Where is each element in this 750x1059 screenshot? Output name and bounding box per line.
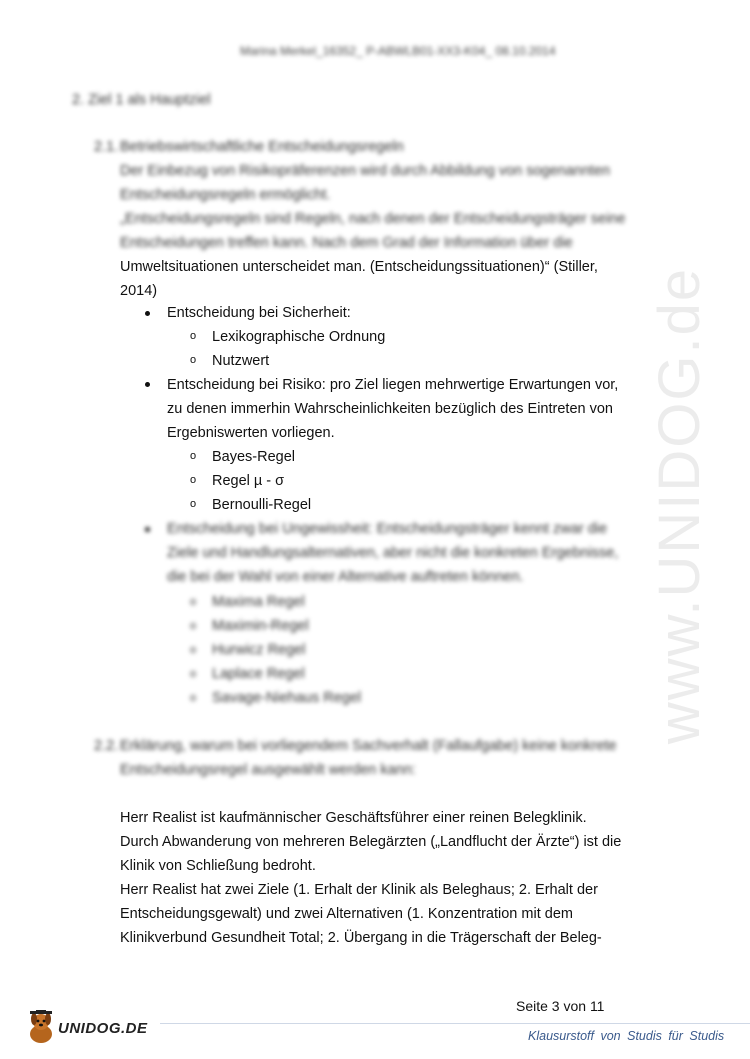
- bullet-text: Entscheidung bei Risiko: pro Ziel liegen mehrwertige Erwartungen vor,: [167, 377, 619, 393]
- footer-slogan: Klausurstoff von Studis für Studis: [528, 1029, 725, 1043]
- sub-bullet-text: Nutzwert: [212, 353, 270, 369]
- paragraph-line: Herr Realist hat zwei Ziele (1. Erhalt der Klinik als Beleghaus; 2. Erhalt der: [120, 882, 598, 898]
- sub-bullet-marker: o: [190, 668, 197, 680]
- paragraph-line: Entscheidungsgewalt) und zwei Alternativen (1. Konzentration mit dem: [120, 906, 573, 922]
- bullet-text: die bei der Wahl von einer Alternative auftreten können.: [167, 569, 524, 585]
- sub-bullet-text: Savage-Niehaus Regel: [212, 690, 362, 706]
- sub-bullet-marker: o: [190, 474, 197, 486]
- sub-bullet-text: Bernoulli-Regel: [212, 497, 312, 513]
- subsection-title: Entscheidungsregel ausgewählt werden kann:: [120, 762, 416, 778]
- sub-bullet-marker: o: [190, 330, 197, 342]
- sub-bullet-text: Lexikographische Ordnung: [212, 329, 386, 345]
- sub-bullet-marker: o: [190, 498, 197, 510]
- sub-bullet-text: Bayes-Regel: [212, 449, 296, 465]
- sub-bullet-text: Regel µ - σ: [212, 473, 285, 489]
- subsection-title: Betriebswirtschaftliche Entscheidungsregeln: [120, 139, 404, 155]
- logo-text: UNIDOG.DE: [58, 1020, 148, 1037]
- subsection-number: 2.2.: [94, 738, 119, 754]
- paragraph-line: Klinik von Schließung bedroht.: [120, 858, 316, 874]
- sub-bullet-text: Maximin-Regel: [212, 618, 309, 634]
- section-title: 2. Ziel 1 als Hauptziel: [72, 92, 211, 108]
- sub-bullet-marker: o: [190, 692, 197, 704]
- subsection-number: 2.1.: [94, 139, 119, 155]
- watermark: [640, 266, 720, 744]
- sub-bullet-marker: o: [190, 596, 197, 608]
- paragraph-line: Durch Abwanderung von mehreren Belegärzten („Landflucht der Ärzte“) ist die: [120, 834, 622, 850]
- sub-bullet-marker: o: [190, 644, 197, 656]
- bullet-dot: [145, 311, 150, 316]
- sub-bullet-text: Maxima Regel: [212, 594, 305, 610]
- dog-icon: [24, 1010, 58, 1046]
- paragraph-line: Der Einbezug von Risikopräferenzen wird durch Abbildung von sogenannten: [120, 163, 611, 179]
- bullet-text: Entscheidung bei Ungewissheit: Entscheidungsträger kennt zwar die: [167, 521, 608, 537]
- unidog-logo[interactable]: [24, 1010, 164, 1050]
- bullet-dot: [145, 382, 150, 387]
- sub-bullet-marker: o: [190, 450, 197, 462]
- paragraph-line: 2014): [120, 283, 158, 299]
- paragraph-line: „Entscheidungsregeln sind Regeln, nach denen der Entscheidungsträger seine: [120, 211, 626, 227]
- page-number: Seite 3 von 11: [516, 998, 605, 1014]
- paragraph-line: Herr Realist ist kaufmännischer Geschäftsführer einer reinen Belegklinik.: [120, 810, 587, 826]
- bullet-text: Ziele und Handlungsalternativen, aber nicht die konkreten Ergebnisse,: [167, 545, 619, 561]
- sub-bullet-marker: o: [190, 354, 197, 366]
- bullet-dot: [145, 527, 150, 532]
- watermark-text: www.UNIDOG.de: [647, 266, 713, 744]
- sub-bullet-text: Hurwicz Regel: [212, 642, 306, 658]
- bullet-text: Ergebniswerten vorliegen.: [167, 425, 335, 441]
- paragraph-line: Entscheidungen treffen kann. Nach dem Grad der Information über die: [120, 235, 573, 251]
- bullet-text: Entscheidung bei Sicherheit:: [167, 305, 351, 321]
- sub-bullet-marker: o: [190, 620, 197, 632]
- document-header: Marina Merkel_16352_ P-ABWLB01-XX3-K04_ 08.10.2014: [240, 44, 556, 58]
- paragraph-line: Klinikverbund Gesundheit Total; 2. Übergang in die Trägerschaft der Beleg-: [120, 930, 602, 946]
- sub-bullet-text: Laplace Regel: [212, 666, 305, 682]
- footer-divider: [160, 1023, 750, 1024]
- paragraph-line: Entscheidungsregeln ermöglicht.: [120, 187, 331, 203]
- paragraph-line: Umweltsituationen unterscheidet man. (Entscheidungssituationen)“ (Stiller,: [120, 259, 598, 275]
- subsection-title: Erklärung, warum bei vorliegendem Sachverhalt (Fallaufgabe) keine konkrete: [120, 738, 617, 754]
- bullet-text: zu denen immerhin Wahrscheinlichkeiten bezüglich des Eintreten von: [167, 401, 613, 417]
